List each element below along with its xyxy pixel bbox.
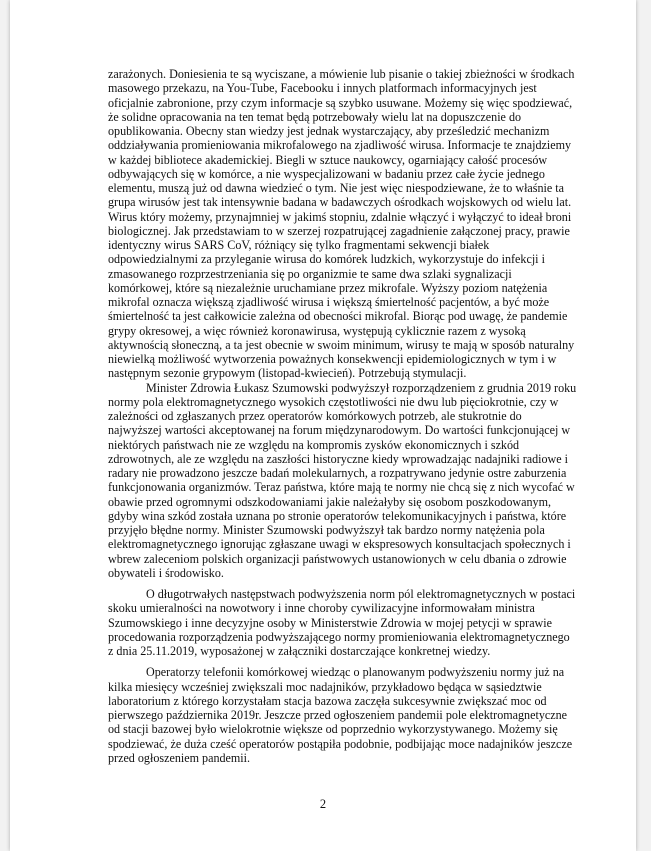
paragraph-4: Operatorzy telefonii komórkowej wiedząc o planowanym podwyższeniu normy już na kilka miesięcy wcześniej zwiększali moc nadajników, przykładowo będąca w sąsiedztwie laboratorium z którego korzystałam stacja bazowa zaczęła sukcesywnie zwiększać moc od pierwszego października 2019r. Jeszcze przed ogłoszeniem pandemii pole elektromagnetyczne od stacji bazowej było wielokrotnie większe od poprzednio wykorzystywanego. Możemy się spodziewać, że duża cześć operatorów postąpiła podobnie, podbijając moce nadajników jeszcze przed ogłoszeniem pandemii. [108,665,573,765]
document-page [10,0,636,851]
paragraph-2: Minister Zdrowia Łukasz Szumowski podwyższył rozporządzeniem z grudnia 2019 roku normy pola elektromagnetycznego wysokich częstotliwości nie dwu lub pięciokrotnie, czy w zależności od zgłaszanych przez operatorów komórkowych potrzeb, ale stukrotnie do najwyższej wartości akceptowanej na forum międzynarodowym. Do wartości funkcjonującej w niektórych państwach nie ze względu na kompromis zysków ekonomicznych i szkód zdrowotnych, ale ze względu na zaszłości historyczne kiedy wprowadzając nadajniki radiowe i radary nie prowadzono jeszcze badań molekularnych, a rozpatrywano jedynie ostre zaburzenia funkcjonowania organizmów. Teraz państwa, które mają te normy nie chcą się z nich wycofać w obawie przed ogromnymi odszkodowaniami jakie należałyby się osobom poszkodowanym, gdyby wina szkód została uznana po stronie operatorów telekomunikacyjnych i państwa, które przyjęło błędne normy. Minister Szumowski podwyższył tak bardzo normy natężenia pola elektromagnetycznego ignorując zgłaszane uwagi w ekspresowych konsultacjach społecznych i wbrew zaleceniom polskich organizacji państwowych ustanowionych w celu dbania o zdrowie obywateli i środowisko. [108,380,577,580]
page-number: 2 [319,797,327,811]
paragraph-1: zarażonych. Doniesienia te są wyciszane, a mówienie lub pisanie o takiej zbieżności w środkach masowego przekazu, na You-Tube, Facebooku i innych platformach informacyjnych jest oficjalnie zabronione, przy czym informacje są szybko usuwane. Możemy się więc spodziewać, że solidne opracowania na ten temat będą potrzebowały wielu lat na dopuszczenie do opublikowania. Obecny stan wiedzy jest jednak wystarczający, aby prześledzić mechanizm oddziaływania promieniowania mikrofalowego na zjadliwość wirusa. Informacje te znajdziemy w każdej bibliotece akademickiej. Biegli w sztuce naukowcy, ogarniający całość procesów odbywających się w komórce, a nie wyspecjalizowani w badaniu przez całe życie jednego elementu, muszą już od dawna wiedzieć o tym. Nie jest więc niespodziewane, że to właśnie ta grupa wirusów jest tak intensywnie badana w badawczych ośrodkach wojskowych od wielu lat. Wirus który możemy, przynajmniej w jakimś stopniu, zdalnie włączyć i wyłączyć to ideał broni biologicznej. Jak przedstawiam to w szerzej rozpatrującej zagadnienie załączonej pracy, prawie identyczny wirus SARS CoV, różniący się tylko fragmentami sekwencji białek odpowiedzialnymi za przyleganie wirusa do komórek ludzkich, wykorzystuje do infekcji i zmasowanego rozprzestrzeniania się po organizmie te same dwa szlaki sygnalizacji komórkowej, które są niezależnie uruchamiane przez mikrofale. Wyższy poziom natężenia mikrofal oznacza większą zjadliwość wirusa i większą śmiertelność pacjentów, a być może śmiertelność ta jest całkowicie zależna od obecności mikrofal. Biorąc pod uwagę, że pandemie grypy okresowej, a więc również koronawirusa, występują cyklicznie razem z wysoką aktywnością słoneczną, a ta jest obecnie w swoim minimum, wirusy te mają w sposób naturalny niewielką możliwość wytworzenia poważnych konsekwencji epidemiologicznych w tym i w następnym sezonie grypowym (listopad-kwiecień). Potrzebują stymulacji. [108,67,575,381]
page-body [108,67,578,765]
paragraph-3: O długotrwałych następstwach podwyższenia norm pól elektromagnetycznych w postaci skoku umieralności na nowotwory i inne choroby cywilizacyjne informowałam ministra Szumowskiego i inne decyzyjne osoby w Ministerstwie Zdrowia w mojej petycji w sprawie procedowania rozporządzenia podwyższającego normy promieniowania elektromagnetycznego z dnia 25.11.2019, wyposażonej w załączniki dostarczające konkretnej wiedzy. [108,587,576,658]
